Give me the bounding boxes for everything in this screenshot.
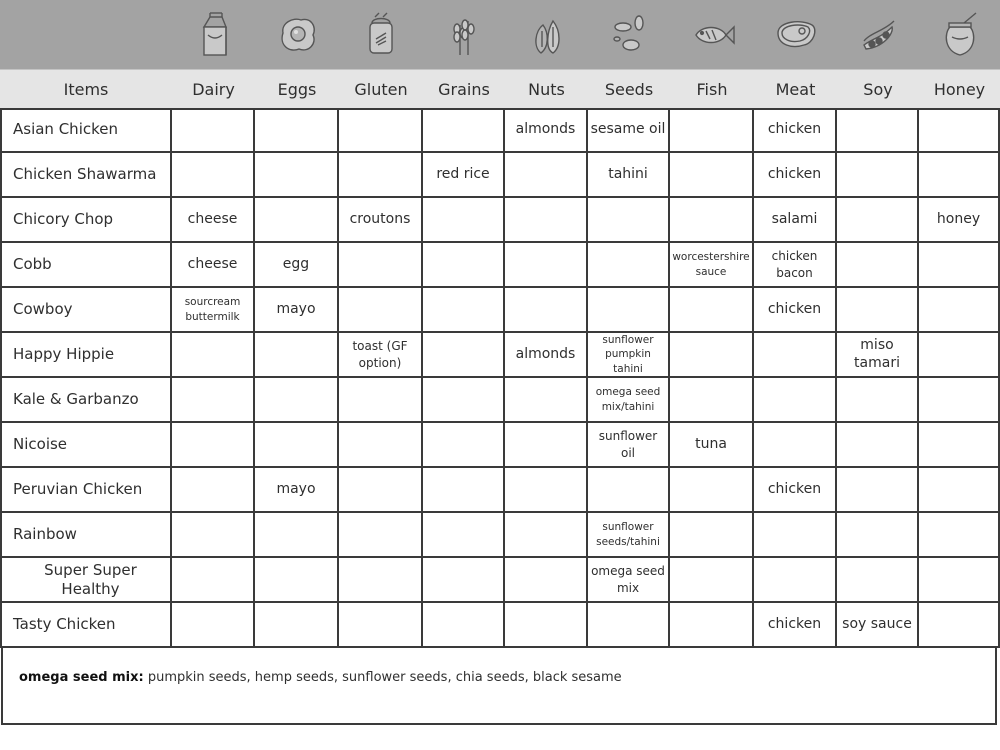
allergen-cell	[837, 603, 919, 648]
allergen-cell	[339, 288, 423, 333]
allergen-cell	[339, 513, 423, 558]
allergen-cell	[670, 333, 754, 378]
allergen-cell	[588, 333, 670, 378]
allergen-cell-text: omega seed mix/tahini	[595, 386, 661, 413]
item-name-cell: Happy Hippie	[0, 333, 172, 378]
allergen-cell	[837, 333, 919, 378]
footnote-label: omega seed mix:	[19, 670, 144, 685]
steak-icon	[754, 8, 837, 62]
allergen-cell-text: chicken	[767, 165, 822, 182]
footnote-text: pumpkin seeds, hemp seeds, sunflower seeds, chia seeds, black sesame	[147, 670, 622, 685]
fish-icon	[670, 8, 754, 62]
table-row	[0, 153, 1000, 198]
soybean-icon	[837, 8, 919, 62]
allergen-cell	[919, 603, 1000, 648]
allergen-cell	[172, 288, 255, 333]
allergen-cell	[255, 378, 339, 423]
allergen-cell-text: almonds	[515, 345, 576, 362]
allergen-cell-text: sesame oil	[590, 120, 666, 137]
allergen-cell-text: sunflower seeds/tahini	[596, 521, 660, 548]
allergen-cell	[754, 108, 837, 153]
honey-pot-icon	[919, 8, 1000, 62]
allergen-cell	[339, 333, 423, 378]
column-header: Dairy	[192, 80, 235, 99]
allergen-cell	[837, 108, 919, 153]
allergen-cell	[837, 288, 919, 333]
bread-jar-icon	[339, 8, 423, 62]
allergen-cell	[919, 288, 1000, 333]
allergen-cell	[588, 243, 670, 288]
item-name-cell: Nicoise	[0, 423, 172, 468]
icon-band	[0, 0, 1000, 69]
allergen-cell	[339, 558, 423, 603]
column-header: Meat	[775, 80, 816, 99]
allergen-cell-text: sourcream buttermilk	[184, 296, 241, 323]
allergen-cell	[837, 558, 919, 603]
allergen-cell-text: honey	[936, 210, 981, 227]
allergen-cell	[339, 108, 423, 153]
item-name-cell: Peruvian Chicken	[0, 468, 172, 513]
allergen-cell	[339, 153, 423, 198]
allergen-cell	[754, 378, 837, 423]
item-name-cell: Cobb	[0, 243, 172, 288]
column-header: Items	[63, 80, 109, 99]
allergen-cell-text: mayo	[276, 480, 316, 497]
allergen-cell	[255, 513, 339, 558]
allergen-cell	[339, 243, 423, 288]
allergen-cell-text: soy sauce	[842, 615, 912, 632]
table-row	[0, 558, 1000, 603]
table-row	[0, 108, 1000, 153]
milk-carton-icon	[172, 8, 255, 62]
allergen-cell	[670, 108, 754, 153]
table-row	[0, 468, 1000, 513]
allergen-cell-text: chicken	[767, 120, 822, 137]
allergen-cell	[670, 378, 754, 423]
allergen-cell	[919, 558, 1000, 603]
allergen-cell-text: almonds	[515, 120, 576, 137]
seeds-icon	[588, 8, 670, 62]
allergen-cell	[837, 198, 919, 243]
allergen-cell	[423, 333, 505, 378]
wheat-icon	[423, 8, 505, 62]
allergen-cell	[172, 603, 255, 648]
allergen-cell	[754, 603, 837, 648]
item-name-cell: Super Super Healthy	[0, 558, 172, 603]
allergen-cell	[754, 153, 837, 198]
allergen-cell	[339, 378, 423, 423]
allergen-cell	[588, 108, 670, 153]
allergen-cell-text: egg	[282, 255, 310, 272]
allergen-cell	[255, 558, 339, 603]
allergen-cell	[919, 468, 1000, 513]
allergen-cell	[423, 378, 505, 423]
allergen-cell	[837, 513, 919, 558]
allergen-cell	[255, 603, 339, 648]
item-name-cell: Kale & Garbanzo	[0, 378, 172, 423]
allergen-cell	[670, 153, 754, 198]
allergen-cell	[588, 198, 670, 243]
column-header: Grains	[438, 80, 490, 99]
allergen-cell	[255, 468, 339, 513]
allergen-cell-text: mayo	[276, 300, 316, 317]
allergen-cell-text: chicken	[767, 480, 822, 497]
allergen-cell	[837, 423, 919, 468]
item-name-cell: Chicory Chop	[0, 198, 172, 243]
allergen-cell-text: red rice	[436, 165, 490, 182]
allergen-cell-text: omega seed mix	[591, 564, 665, 595]
item-name-cell: Tasty Chicken	[0, 603, 172, 648]
allergen-cell	[670, 513, 754, 558]
allergen-cell	[505, 423, 588, 468]
allergen-cell	[588, 603, 670, 648]
allergen-cell	[255, 243, 339, 288]
allergen-cell-text: tahini	[608, 165, 648, 182]
allergen-cell	[423, 423, 505, 468]
table-row	[0, 423, 1000, 468]
allergen-cell	[670, 198, 754, 243]
allergen-cell	[505, 288, 588, 333]
allergen-cell	[919, 333, 1000, 378]
allergen-cell	[754, 333, 837, 378]
allergen-cell	[505, 513, 588, 558]
allergen-cell	[588, 423, 670, 468]
allergen-cell	[837, 243, 919, 288]
allergen-cell	[588, 468, 670, 513]
allergen-cell	[670, 468, 754, 513]
allergen-cell	[505, 198, 588, 243]
allergen-cell	[588, 288, 670, 333]
allergen-cell	[837, 153, 919, 198]
allergen-cell-text: sunflower oil	[598, 429, 658, 460]
allergen-cell	[754, 288, 837, 333]
allergen-cell	[919, 378, 1000, 423]
allergen-cell	[919, 198, 1000, 243]
allergen-cell	[255, 288, 339, 333]
allergen-cell	[423, 558, 505, 603]
footnote	[1, 647, 997, 725]
table-row	[0, 243, 1000, 288]
allergen-cell-text: salami	[771, 210, 818, 227]
column-header: Honey	[933, 80, 986, 99]
allergen-cell	[339, 468, 423, 513]
allergen-cell	[505, 153, 588, 198]
almond-icon	[505, 8, 588, 62]
item-name-cell: Cowboy	[0, 288, 172, 333]
allergen-cell	[423, 513, 505, 558]
allergen-cell	[423, 288, 505, 333]
allergen-cell	[172, 198, 255, 243]
allergen-cell-text: worcestershire sauce	[672, 251, 750, 278]
allergen-cell	[423, 468, 505, 513]
allergen-cell	[670, 603, 754, 648]
allergen-cell	[255, 153, 339, 198]
allergen-cell	[255, 423, 339, 468]
allergen-cell	[255, 333, 339, 378]
column-header: Nuts	[528, 80, 565, 99]
column-header: Fish	[696, 80, 728, 99]
allergen-cell	[588, 378, 670, 423]
allergen-cell	[339, 198, 423, 243]
allergen-cell	[505, 108, 588, 153]
table-row	[0, 333, 1000, 378]
allergen-cell	[670, 243, 754, 288]
allergen-cell	[505, 468, 588, 513]
allergen-cell	[754, 513, 837, 558]
allergen-cell	[172, 513, 255, 558]
allergen-cell-text: cheese	[187, 255, 238, 272]
allergen-cell-text: chicken	[767, 615, 822, 632]
allergen-cell	[505, 333, 588, 378]
table-row	[0, 378, 1000, 423]
allergen-cell	[505, 603, 588, 648]
allergen-cell-text: sunflower pumpkin tahini	[602, 334, 654, 375]
allergen-cell	[423, 243, 505, 288]
allergen-cell-text: chicken bacon	[771, 249, 818, 280]
allergen-cell	[423, 603, 505, 648]
allergen-cell	[754, 423, 837, 468]
allergen-table	[0, 108, 1000, 649]
allergen-cell	[588, 558, 670, 603]
header-row	[0, 69, 1000, 109]
allergen-cell-text: toast (GF option)	[352, 339, 408, 370]
allergen-cell	[588, 153, 670, 198]
allergen-cell	[255, 198, 339, 243]
allergen-cell-text: chicken	[767, 300, 822, 317]
allergen-cell	[423, 153, 505, 198]
allergen-cell	[919, 243, 1000, 288]
allergen-cell	[754, 558, 837, 603]
allergen-cell	[172, 333, 255, 378]
allergen-cell	[172, 468, 255, 513]
allergen-cell	[172, 378, 255, 423]
allergen-cell	[505, 558, 588, 603]
column-header: Seeds	[604, 80, 654, 99]
allergen-cell	[837, 468, 919, 513]
allergen-cell-text: miso tamari	[854, 337, 900, 371]
table-row	[0, 603, 1000, 648]
allergen-cell	[172, 153, 255, 198]
column-header: Soy	[863, 80, 893, 99]
item-name-cell: Rainbow	[0, 513, 172, 558]
allergen-cell	[754, 198, 837, 243]
allergen-cell	[670, 558, 754, 603]
item-name-cell: Chicken Shawarma	[0, 153, 172, 198]
allergen-cell	[172, 243, 255, 288]
allergen-cell	[670, 423, 754, 468]
fried-egg-icon	[255, 8, 339, 62]
allergen-cell	[423, 198, 505, 243]
column-header: Eggs	[277, 80, 317, 99]
allergen-cell	[754, 243, 837, 288]
allergen-cell	[339, 603, 423, 648]
allergen-cell	[588, 513, 670, 558]
allergen-cell	[172, 423, 255, 468]
item-name-cell: Asian Chicken	[0, 108, 172, 153]
table-row	[0, 513, 1000, 558]
table-row	[0, 288, 1000, 333]
allergen-cell	[339, 423, 423, 468]
allergen-cell-text: croutons	[349, 210, 411, 227]
allergen-cell	[754, 468, 837, 513]
allergen-cell-text: tuna	[695, 435, 727, 452]
allergen-cell	[837, 378, 919, 423]
allergen-cell	[172, 558, 255, 603]
allergen-cell	[919, 423, 1000, 468]
allergen-cell	[919, 513, 1000, 558]
allergen-cell	[919, 153, 1000, 198]
allergen-cell	[423, 108, 505, 153]
column-header: Gluten	[354, 80, 408, 99]
allergen-cell-text: cheese	[187, 210, 238, 227]
allergen-cell	[505, 378, 588, 423]
table-row	[0, 198, 1000, 243]
allergen-cell	[919, 108, 1000, 153]
allergen-cell	[670, 288, 754, 333]
allergen-cell	[255, 108, 339, 153]
allergen-cell	[172, 108, 255, 153]
allergen-cell	[505, 243, 588, 288]
